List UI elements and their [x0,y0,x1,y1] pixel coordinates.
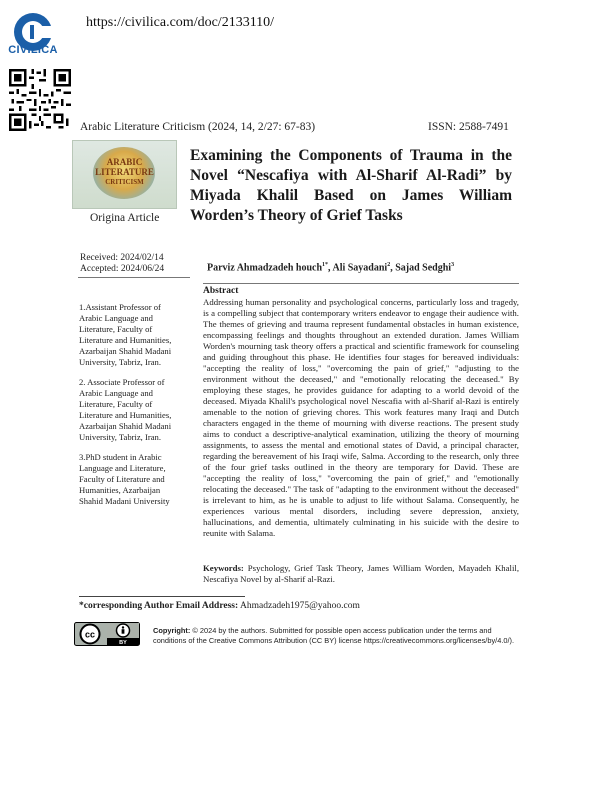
affiliations [79,302,183,516]
qr-code-icon[interactable] [9,69,71,131]
affiliation-item: 3.PhD student in Arabic Language and Literature, Faculty of Literature and Humanities, Azarbaijan Shahid Madani University [79,452,170,506]
paper-title: Examining the Components of Trauma in the Novel “Nescafiya with Al-Sharif Al-Radi” by Miyada Khalil Based on James William Worden’s Theory of Grief Tasks [190,147,512,224]
article-type: Origina Article [90,212,160,224]
cc-label: cc [84,629,96,640]
cover-title-line2: LITERATURE [95,167,154,177]
keywords-label: Keywords: [203,563,244,573]
corresponding-author [79,601,360,611]
author-name: Ali Sayadani [332,262,388,274]
abstract-text: Addressing human personality and psychological concerns, particularly loss and tragedy, is a compelling subject that contemporary writers endeavor to engage their audience with. The themes of grieving and trauma represent fundamental obstacles in human existence, encompassing feelings and thoughts throughout an extended duration. James William Worden's mourning task theory offers a practical and scientific framework for counseling and guiding throughout this phase. He identifies four stages for bereaved individuals: "accepting the reality of loss," "overcoming the pain of grief," "adjusting to the environment without the deceased," and "emotionally relocating the deceased." By employing these stages, he provides guidance for adapting to a world devoid of the deceased. Miyada Khalil's psychological novel Nescafia with al-Sharif al-Razi is entirely amenable to the notion of grieving chores. This work features many Iraqi and Dutch characters engaged in the theme of mourning with diverse reactions. The present study aims to conduct a descriptive-analytical examination, utilizing the theory of mourning assignments, to assess the mental and emotional states of David, a principal character, regarding the bereavement of his Iraqi wife, Salma. According to the research, only three of the four grief tasks outlined in the theory are temporary for David. These are "accepting the reality of loss," "overcoming the pain of grief," and "emotionally relocating the deceased." The task of "adapting to the environment without the deceased" is irrelevant to him, as he is unable to adjust to life without Salama. Consequently, he experiences various mental disorders, including severe depression, anxiety, hallucinations, and dementia, ultimately culminating in his suicide with the desire to reunite with Salama. [203,297,519,538]
copyright-notice [153,626,521,646]
cc-by-license-icon[interactable] [74,622,140,646]
author-sup: 2 [387,262,391,268]
abstract-heading: Abstract [203,286,239,296]
divider [203,283,519,284]
author-name: Parviz Ahmadzadeh houch [207,262,323,274]
logo-text: CIVILICA [8,44,58,56]
document-url[interactable]: https://civilica.com/doc/2133110/ [86,15,275,30]
keywords [203,563,519,585]
divider [78,277,190,278]
corr-email[interactable]: Ahmadzadeh1975@yahoo.com [240,601,360,611]
journal-citation: Arabic Literature Criticism (2024, 14, 2/27: 67-83) [80,121,316,133]
author-sup: 1* [322,262,329,268]
accepted-date: Accepted: 2024/06/24 [80,264,165,274]
author-name: Sajad Sedghi [395,262,452,274]
keywords-text: Psychology, Grief Task Theory, James William Worden, Mayadeh Khalil, Nescafiya Novel by al-Sharif al-Razi. [203,563,520,584]
affiliation-item: 2. Associate Professor of Arabic Language and Literature, Faculty of Literature and Humanities, Azarbaijan Shahid Madani University, Tabriz, Iran. [79,377,172,442]
cover-title-line3: CRITICISM [105,178,144,186]
author-list: Parviz Ahmadzadeh houch$^{1*}$, Ali Sayadani$^2$, Sajad Sedghi$^3$ [207,262,455,274]
copyright-text: © 2024 by the authors. Submitted for possible open access publication under the terms and conditions of the Creative Commons Attribution (CC BY) license https://creativecommons.org/licenses/by/4.0/). [153,626,515,645]
cover-title-line1: ARABIC [106,157,143,167]
affiliation-item: 1.Assistant Professor of Arabic Language and Literature, Faculty of Literature and Humanities, Azarbaijan Shahid Madani University, Tabriz, Iran. [79,302,172,367]
issn: ISSN: 2588-7491 [428,121,509,133]
by-label: BY [119,640,127,646]
received-date: Received: 2024/02/14 [80,253,164,263]
copyright-label: Copyright: [153,626,191,635]
divider [79,596,245,597]
journal-cover-image [72,140,177,209]
corr-label: *corresponding Author Email Address: [79,601,239,611]
author-sup: 3 [451,262,455,268]
